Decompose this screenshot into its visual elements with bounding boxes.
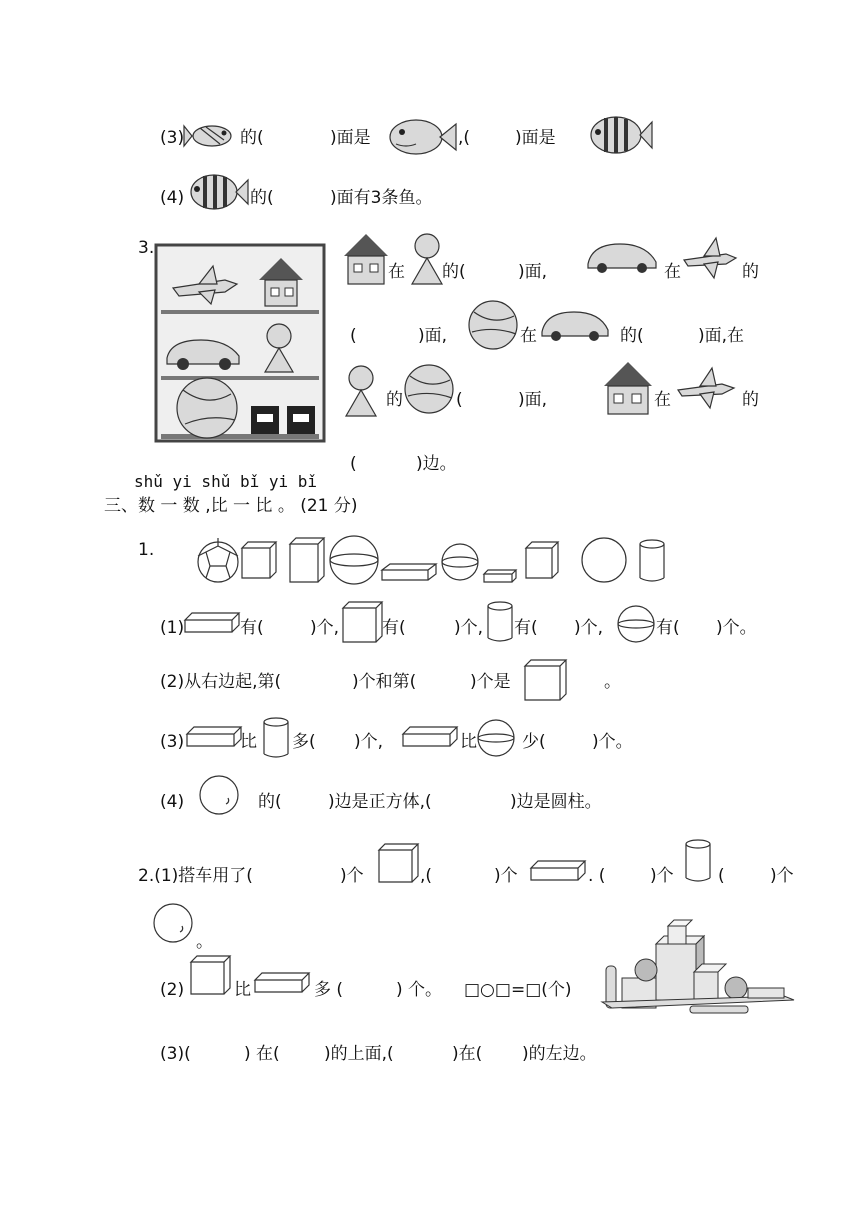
text: 比 (460, 732, 477, 752)
text: 的( (442, 262, 466, 282)
text: 的 (742, 262, 759, 282)
text: ,( (420, 866, 433, 886)
text: 多 ( (314, 980, 344, 1000)
text: 比 (234, 980, 251, 1000)
text: 多( (292, 732, 316, 752)
house-icon (344, 234, 390, 286)
striped-fish-icon (588, 112, 652, 158)
question-number: 1. (138, 540, 155, 560)
text: 的( (620, 326, 644, 346)
text: )个。 (716, 618, 757, 638)
car-icon (586, 238, 658, 272)
text: (3) (160, 732, 185, 752)
cuboid-icon (184, 610, 240, 634)
doll-icon (344, 364, 378, 418)
text: )面,在 (698, 326, 745, 346)
q3-label: (3) (160, 128, 185, 148)
text: )在( (452, 1044, 483, 1064)
text: . ( (588, 866, 606, 886)
text: 有( (656, 618, 680, 638)
text: ,( (458, 128, 471, 148)
text: 在 (654, 390, 671, 410)
cuboid-icon (530, 858, 586, 882)
text: )个 (770, 866, 794, 886)
text: )边是正方体,( (328, 792, 432, 812)
text: )边是圆柱。 (510, 792, 602, 812)
text: (3)( (160, 1044, 191, 1064)
airplane-icon (676, 366, 736, 410)
text: 的 (742, 390, 759, 410)
text: )面, (418, 326, 448, 346)
cuboid-icon (402, 724, 458, 748)
text: )面有3条鱼。 (330, 188, 433, 208)
text: 有( (382, 618, 406, 638)
cube-icon (342, 600, 384, 644)
text: )面, (518, 262, 548, 282)
round-fish-icon (386, 114, 458, 160)
cylinder-icon (684, 838, 712, 884)
cube-icon (190, 954, 232, 996)
text: )个 (340, 866, 364, 886)
text: (1) (160, 618, 185, 638)
text: )个, (574, 618, 604, 638)
text: □○□=□(个) (464, 980, 572, 1000)
text: )个, (354, 732, 384, 752)
text: )个, (454, 618, 484, 638)
cylinder-icon (486, 600, 514, 644)
text: 的( (258, 792, 282, 812)
text: (4) (160, 792, 185, 812)
question-number: 3. (138, 238, 155, 258)
cube-icon (524, 658, 568, 702)
striped-fish-icon (188, 170, 248, 214)
cuboid-icon (186, 724, 242, 748)
text: 2.(1)搭车用了( (138, 866, 253, 886)
text: 。 (196, 932, 213, 952)
text: )个 (494, 866, 518, 886)
text: )的左边。 (522, 1044, 597, 1064)
house-icon (604, 362, 654, 416)
text: )面, (518, 390, 548, 410)
beach-ball-icon (404, 364, 454, 414)
text: ) 个。 (396, 980, 443, 1000)
text: )个 (650, 866, 674, 886)
text: (2)从右边起,第( (160, 672, 282, 692)
text: 在 (388, 262, 405, 282)
text: 。 (604, 672, 621, 692)
doll-icon (410, 232, 444, 286)
shelf-picture (155, 244, 325, 442)
shapes-row (196, 536, 676, 586)
text: (2) (160, 980, 185, 1000)
text: )个。 (592, 732, 633, 752)
text: 比 (240, 732, 257, 752)
text: 在 (520, 326, 537, 346)
text: )个, (310, 618, 340, 638)
text: ( (718, 866, 725, 886)
text: ( (456, 390, 463, 410)
sphere-icon (152, 902, 194, 944)
car-icon (540, 306, 610, 340)
cylinder-icon (262, 716, 290, 760)
block-vehicle-picture (598, 916, 798, 1018)
section-heading: 三、数 一 数 ,比 一 比 。 (21 分) (104, 496, 358, 516)
text: )边。 (416, 454, 457, 474)
text: 在 (664, 262, 681, 282)
text: ( (350, 326, 357, 346)
cube-icon (378, 842, 420, 884)
cuboid-icon (254, 970, 310, 994)
beach-ball-icon (468, 300, 518, 350)
text: )的上面,( (324, 1044, 394, 1064)
text: ( (350, 454, 357, 474)
text: )面是 (515, 128, 556, 148)
text: )个和第( (352, 672, 417, 692)
sphere-icon (616, 604, 656, 644)
text: )面是 (330, 128, 371, 148)
text: 的( (250, 188, 274, 208)
text: ) 在( (244, 1044, 280, 1064)
sphere-icon (476, 718, 516, 758)
q4-label: (4) (160, 188, 185, 208)
sphere-icon (198, 774, 240, 816)
text: 的( (240, 128, 264, 148)
text: 少( (522, 732, 546, 752)
text: 有( (240, 618, 264, 638)
small-fish-icon (186, 118, 238, 154)
airplane-icon (682, 236, 738, 280)
text: )个是 (470, 672, 511, 692)
text: 的 (386, 390, 403, 410)
pinyin: shǔ yi shǔ bǐ yi bǐ (134, 472, 318, 491)
text: 有( (514, 618, 538, 638)
